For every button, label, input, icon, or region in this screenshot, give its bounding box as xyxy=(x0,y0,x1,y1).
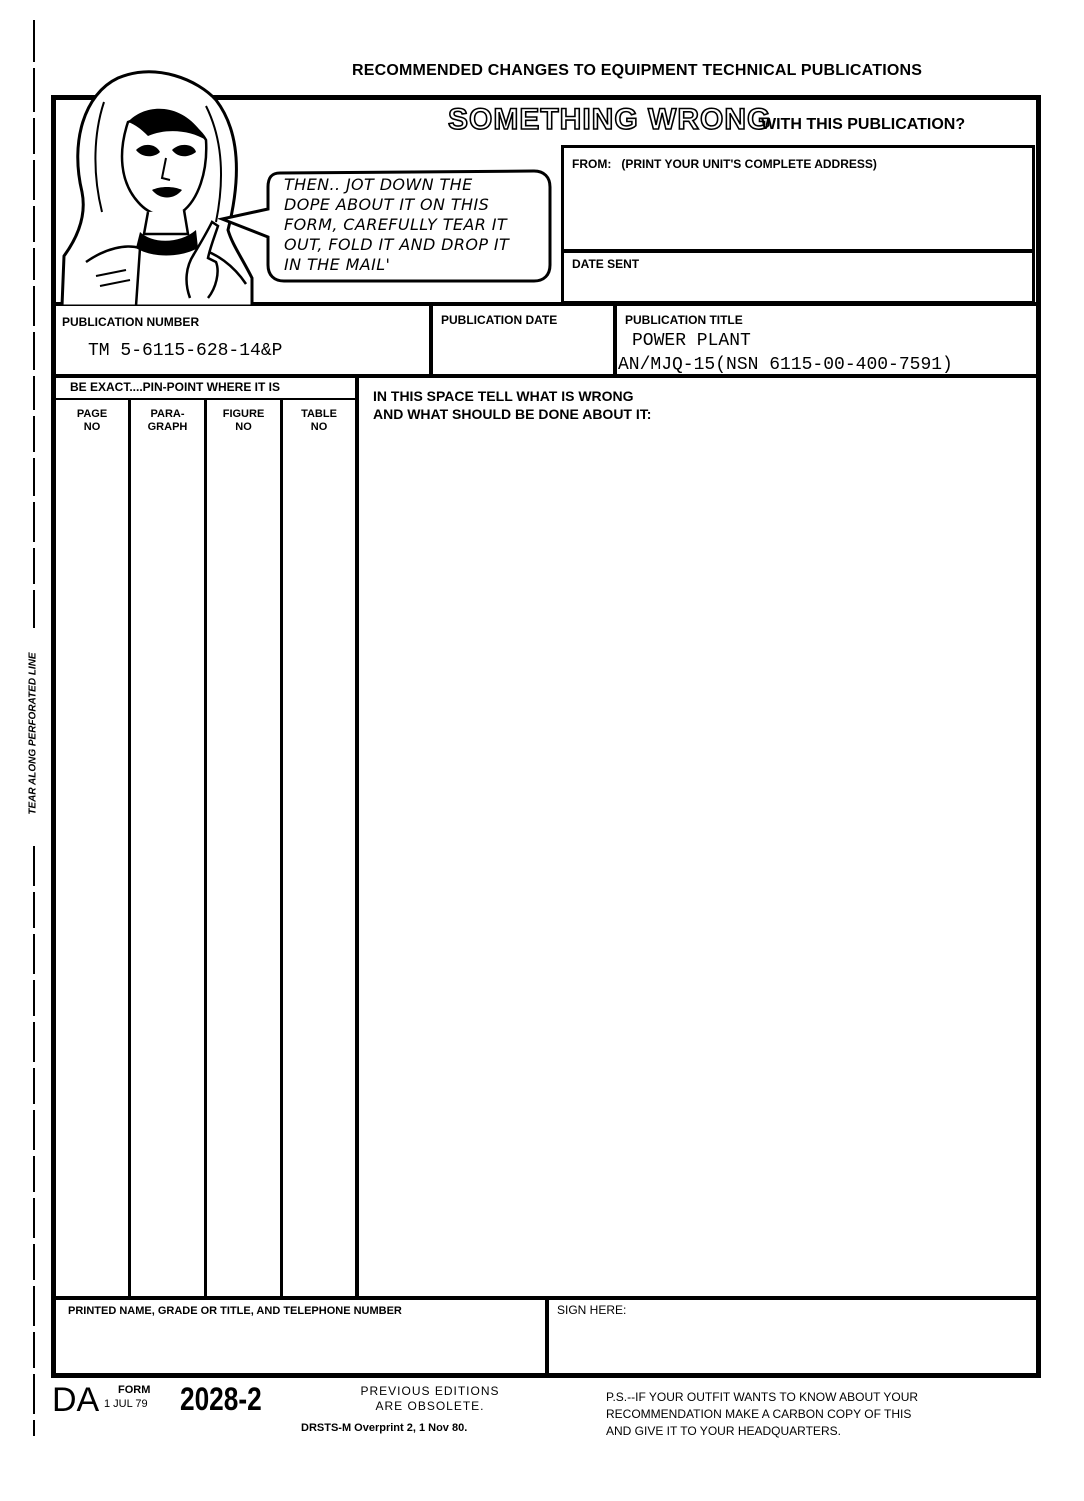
from-label: FROM: (PRINT YOUR UNIT'S COMPLETE ADDRESS) xyxy=(572,157,877,171)
form-header-title: RECOMMENDED CHANGES TO EQUIPMENT TECHNICAL PUBLICATIONS xyxy=(352,62,923,79)
speech-line: FORM, CAREFULLY TEAR IT xyxy=(284,215,508,234)
publication-date-field[interactable] xyxy=(435,332,611,372)
be-exact-label: BE EXACT....PIN-POINT WHERE IT IS xyxy=(70,380,281,394)
signature-field[interactable] xyxy=(550,1320,1036,1372)
table-no-field[interactable] xyxy=(283,440,355,1296)
speech-line: OUT, FOLD IT AND DROP IT xyxy=(284,235,510,254)
previous-editions-notice: PREVIOUS EDITIONS ARE OBSOLETE. xyxy=(360,1384,500,1413)
overprint-notice: DRSTS-M Overprint 2, 1 Nov 80. xyxy=(301,1422,468,1434)
publication-row-bottom-border xyxy=(53,374,1039,378)
page-no-field[interactable] xyxy=(56,440,128,1296)
sign-here-label: SIGN HERE: xyxy=(557,1303,627,1317)
publication-title-line1[interactable]: POWER PLANT xyxy=(632,331,751,351)
publication-title-line2[interactable]: AN/MJQ-15(NSN 6115-00-400-7591) xyxy=(618,355,953,374)
form-date: 1 JUL 79 xyxy=(104,1398,148,1410)
with-this-publication-text: WITH THIS PUBLICATION? xyxy=(761,116,966,133)
figure-no-field[interactable] xyxy=(207,440,280,1296)
page-no-column-header: PAGE NO xyxy=(76,408,108,433)
speech-line: THEN.. JOT DOWN THE xyxy=(284,175,473,194)
da-form-id xyxy=(52,1382,292,1422)
publication-date-label: PUBLICATION DATE xyxy=(441,313,558,327)
what-is-wrong-label: IN THIS SPACE TELL WHAT IS WRONG AND WHAT SHOULD BE DONE ABOUT IT: xyxy=(373,388,652,422)
paragraph-column-header: PARA- GRAPH xyxy=(147,408,188,433)
col-line-4 xyxy=(355,376,359,1298)
pub-divider-1 xyxy=(429,305,433,376)
speech-line: IN THE MAIL' xyxy=(284,255,391,274)
figure-no-column-header: FIGURE NO xyxy=(222,408,265,433)
date-sent-label: DATE SENT xyxy=(572,257,640,271)
publication-title-label: PUBLICATION TITLE xyxy=(625,313,743,327)
da-letters: DA xyxy=(52,1381,100,1419)
publication-number-label: PUBLICATION NUMBER xyxy=(62,315,200,329)
publication-title-line2-clip xyxy=(617,352,1037,374)
table-no-column-header: TABLE NO xyxy=(301,408,337,433)
speech-bubble-text xyxy=(284,175,509,275)
printed-name-label: PRINTED NAME, GRADE OR TITLE, AND TELEPHONE NUMBER xyxy=(68,1305,402,1317)
something-wrong-banner: SOMETHING WRONG xyxy=(448,103,772,136)
publication-number-value[interactable]: TM 5-6115-628-14&P xyxy=(88,341,283,361)
form-number: 2028-2 xyxy=(180,1381,262,1417)
paragraph-field[interactable] xyxy=(131,440,204,1296)
what-is-wrong-field[interactable] xyxy=(360,425,1036,1295)
speech-line: DOPE ABOUT IT ON THIS xyxy=(284,195,490,214)
form-word: FORM xyxy=(118,1384,151,1396)
printed-name-field[interactable] xyxy=(56,1320,544,1372)
ps-notice: P.S.--IF YOUR OUTFIT WANTS TO KNOW ABOUT YOUR RECOMMENDATION MAKE A CARBON COPY OF THIS AND GIVE IT TO YOUR HEADQUARTERS. xyxy=(606,1390,919,1438)
signature-divider xyxy=(545,1298,549,1374)
